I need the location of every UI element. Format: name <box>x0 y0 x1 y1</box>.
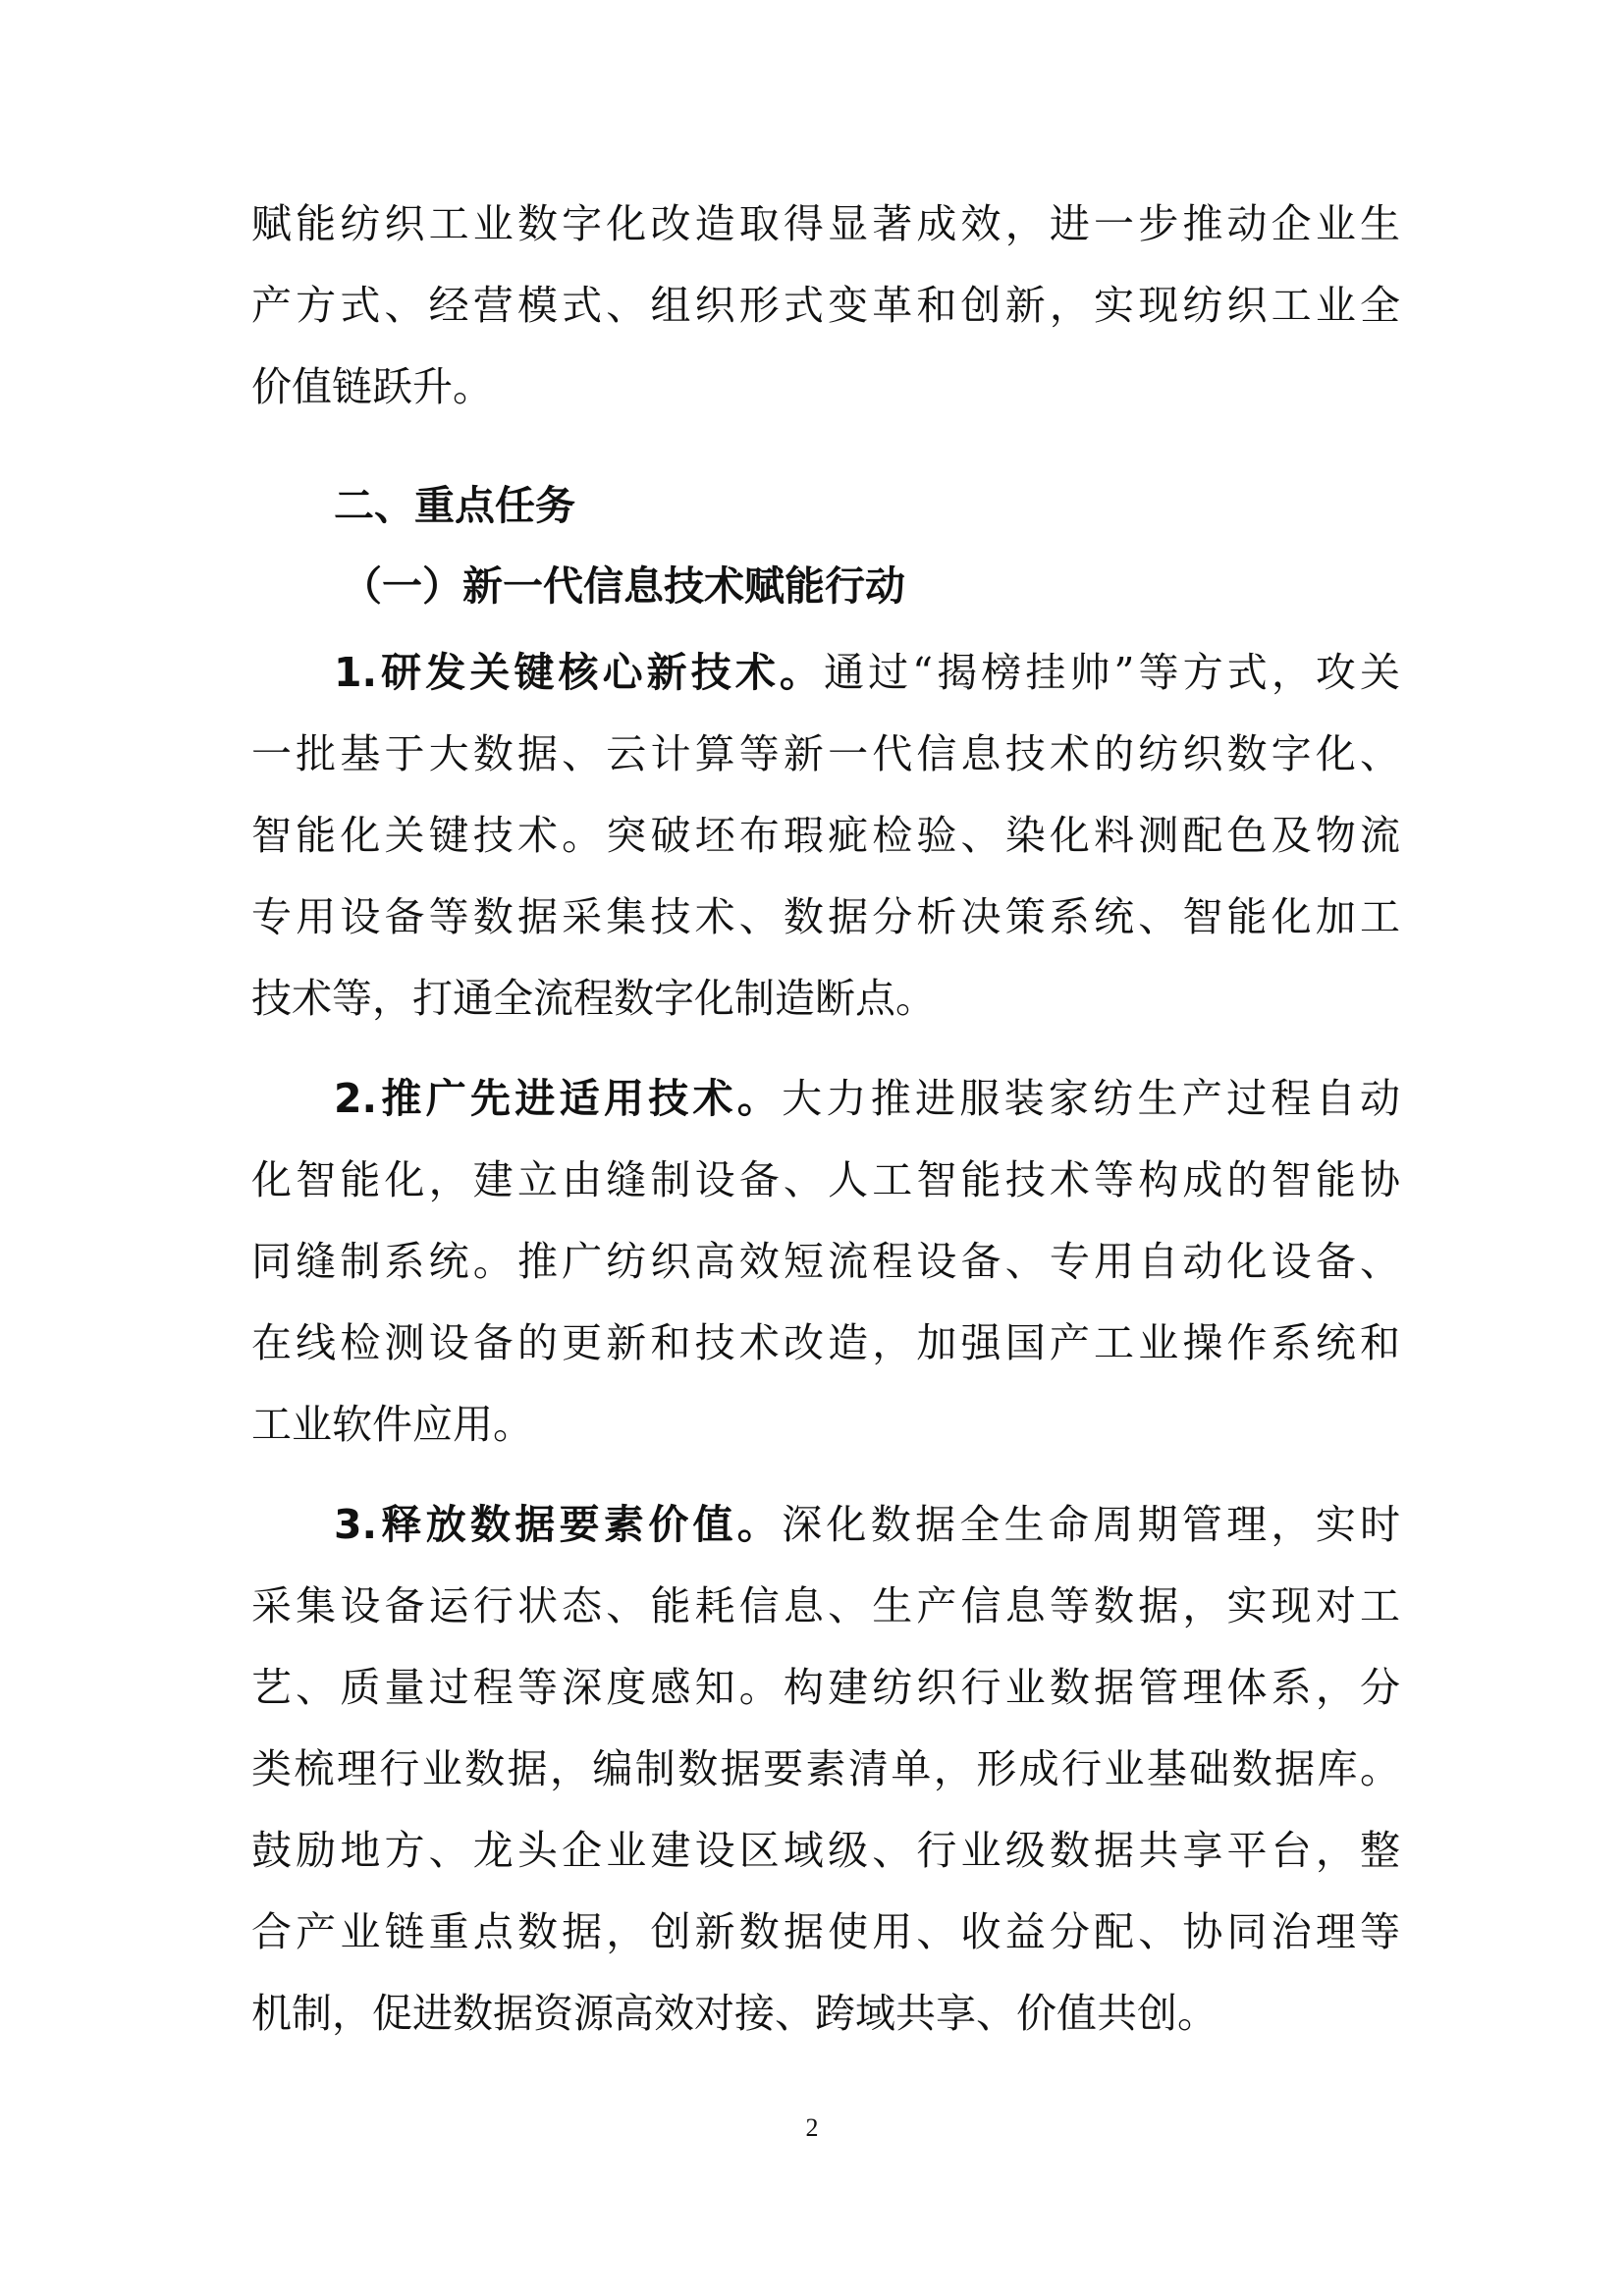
sub-heading: （一）新一代信息技术赋能行动 <box>342 562 905 610</box>
item-first-line-text: 深化数据全生命周期管理，实时 <box>782 1501 1400 1548</box>
paragraph-line: 价值链跃升。 <box>251 363 493 410</box>
item-first-line <box>334 1064 1400 1133</box>
item-first-line-text: 大力推进服装家纺生产过程自动 <box>782 1075 1400 1122</box>
paragraph-line: 合产业链重点数据，创新数据使用、收益分配、协同治理等 <box>251 1908 1400 1955</box>
item-title: 1.研发关键核心新技术。 <box>334 649 825 696</box>
item-title: 2.推广先进适用技术。 <box>334 1075 783 1122</box>
paragraph-line: 技术等，打通全流程数字化制造断点。 <box>251 975 936 1022</box>
page-number: 2 <box>805 2113 819 2142</box>
paragraph-line: 类梳理行业数据，编制数据要素清单，形成行业基础数据库。 <box>251 1745 1400 1792</box>
paragraph-line: 艺、质量过程等深度感知。构建纺织行业数据管理体系，分 <box>251 1664 1400 1711</box>
item-first-line <box>334 638 1400 707</box>
section-heading: 二、重点任务 <box>334 482 575 529</box>
paragraph-line: 产方式、经营模式、组织形式变革和创新，实现纺织工业全 <box>251 282 1400 329</box>
paragraph-line: 同缝制系统。推广纺织高效短流程设备、专用自动化设备、 <box>251 1238 1400 1285</box>
paragraph-line: 专用设备等数据采集技术、数据分析决策系统、智能化加工 <box>251 893 1400 940</box>
paragraph-line: 采集设备运行状态、能耗信息、生产信息等数据，实现对工 <box>251 1582 1400 1629</box>
item-first-line-text: 通过“揭榜挂帅”等方式，攻关 <box>824 649 1400 696</box>
paragraph-line: 赋能纺织工业数字化改造取得显著成效，进一步推动企业生 <box>251 200 1400 247</box>
paragraph-line: 工业软件应用。 <box>251 1401 533 1448</box>
paragraph-line: 一批基于大数据、云计算等新一代信息技术的纺织数字化、 <box>251 730 1400 777</box>
item-title: 3.释放数据要素价值。 <box>334 1501 783 1548</box>
item-first-line <box>334 1490 1400 1559</box>
paragraph-line: 化智能化，建立由缝制设备、人工智能技术等构成的智能协 <box>251 1156 1400 1203</box>
paragraph-line: 在线检测设备的更新和技术改造，加强国产工业操作系统和 <box>251 1319 1400 1366</box>
paragraph-line: 智能化关键技术。突破坯布瑕疵检验、染化料测配色及物流 <box>251 812 1400 859</box>
paragraph-line: 机制，促进数据资源高效对接、跨域共享、价值共创。 <box>251 1990 1218 2037</box>
paragraph-line: 鼓励地方、龙头企业建设区域级、行业级数据共享平台，整 <box>251 1827 1400 1874</box>
